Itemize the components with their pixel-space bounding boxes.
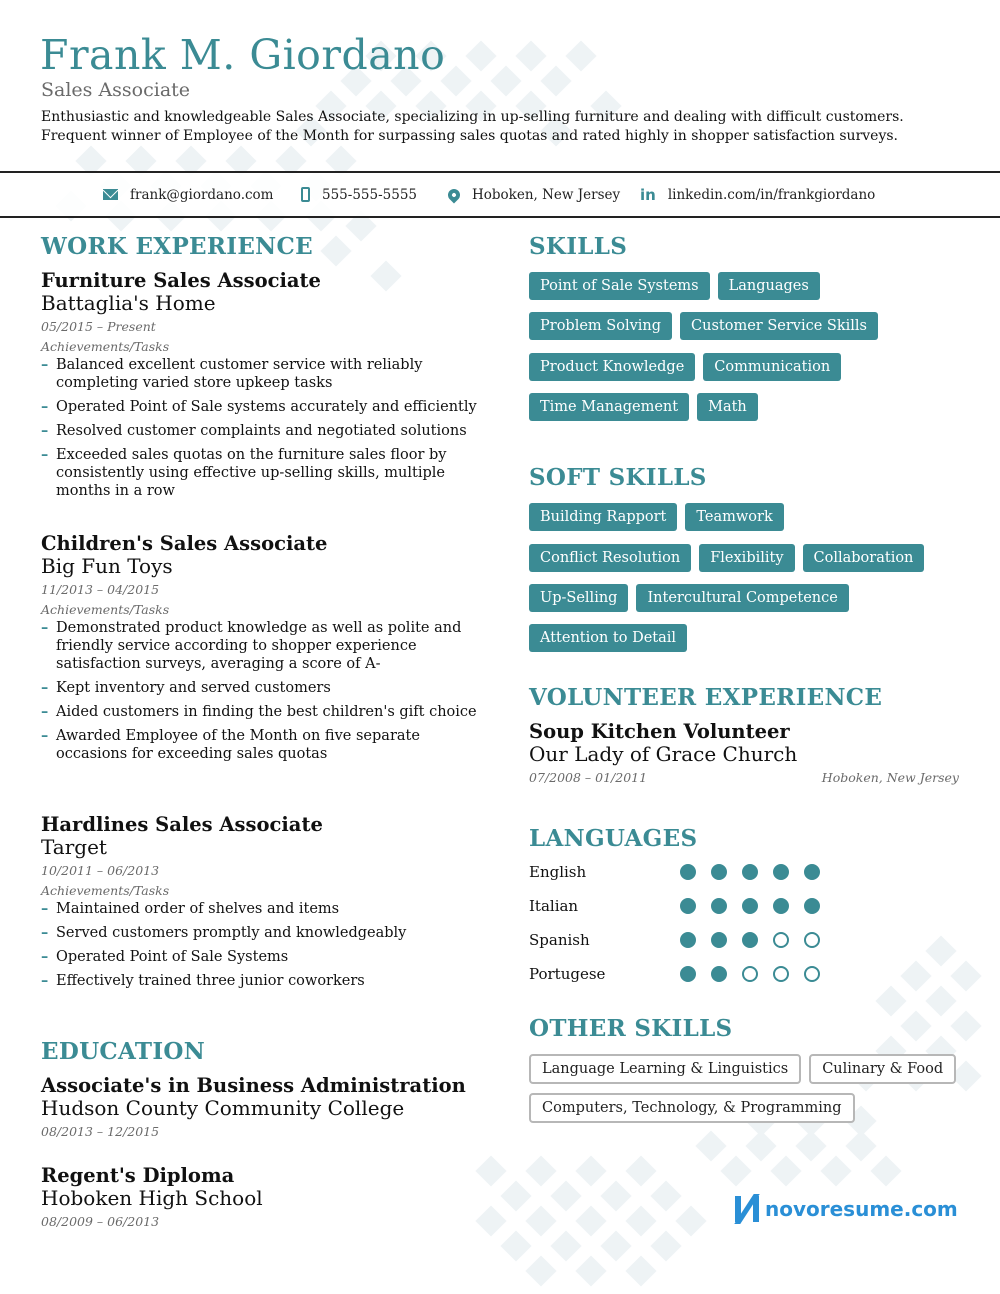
- skill-tag: Customer Service Skills: [680, 312, 878, 340]
- task-item: – Resolved customer complaints and negotiated solutions: [41, 422, 481, 440]
- background-diamond: [675, 1205, 706, 1236]
- skill-tag: Product Knowledge: [529, 353, 695, 381]
- task-item: – Effectively trained three junior coworkers: [41, 972, 481, 990]
- background-diamond: [575, 1255, 606, 1286]
- task-item: – Demonstrated product knowledge as well as polite and friendly service according to shopper experience satisfaction surveys, averaging a score of A-: [41, 619, 481, 673]
- skill-tag: Collaboration: [803, 544, 925, 572]
- task-item: – Aided customers in finding the best children's gift choice: [41, 703, 481, 721]
- education-heading: EDUCATION: [41, 1038, 206, 1065]
- skill-tag: Point of Sale Systems: [529, 272, 710, 300]
- proficiency-dots: [680, 864, 820, 880]
- background-diamond: [770, 1155, 801, 1186]
- filled-dot-icon: [804, 864, 820, 880]
- background-diamond: [525, 1205, 556, 1236]
- degree-title: Regent's Diploma: [41, 1164, 235, 1187]
- language-name: Italian: [529, 897, 579, 915]
- tag-row: [529, 393, 758, 421]
- filled-dot-icon: [742, 864, 758, 880]
- other-skills-heading: OTHER SKILLS: [529, 1015, 733, 1042]
- job-dates: 11/2013 – 04/2015: [41, 582, 160, 597]
- language-row: [529, 963, 829, 985]
- education-dates: 08/2009 – 06/2013: [41, 1214, 160, 1229]
- background-diamond: [575, 1155, 606, 1186]
- skill-tag: Attention to Detail: [529, 624, 687, 652]
- background-diamond: [540, 65, 571, 96]
- linkedin-text: linkedin.com/in/frankgiordano: [667, 186, 876, 203]
- background-diamond: [650, 1180, 681, 1211]
- volunteer-org: Our Lady of Grace Church: [529, 742, 798, 766]
- email-text: frank@giordano.com: [130, 186, 274, 203]
- task-item: – Maintained order of shelves and items: [41, 900, 481, 918]
- task-item: – Operated Point of Sale systems accurately and efficiently: [41, 398, 481, 416]
- job-company: Target: [41, 835, 107, 859]
- background-diamond: [695, 1130, 726, 1161]
- skill-tag: Building Rapport: [529, 503, 677, 531]
- background-diamond: [320, 235, 351, 266]
- background-diamond: [565, 40, 596, 71]
- school-name: Hoboken High School: [41, 1186, 263, 1210]
- contact-bar: [0, 171, 1000, 218]
- background-diamond: [600, 1230, 631, 1261]
- tag-row: [529, 544, 924, 572]
- background-diamond: [550, 1180, 581, 1211]
- volunteer-title: Soup Kitchen Volunteer: [529, 720, 790, 743]
- skill-tag: Languages: [718, 272, 820, 300]
- school-name: Hudson County Community College: [41, 1096, 405, 1120]
- task-item: – Exceeded sales quotas on the furniture sales floor by consistently using effective up-selling skills, multiple months in a row: [41, 446, 481, 500]
- tag-row: [529, 353, 841, 381]
- location-text: Hoboken, New Jersey: [472, 186, 621, 203]
- background-diamond: [820, 1155, 851, 1186]
- skill-tag: Time Management: [529, 393, 689, 421]
- contact-email[interactable]: [103, 173, 273, 216]
- volunteer-heading: VOLUNTEER EXPERIENCE: [529, 684, 883, 711]
- task-list: [41, 619, 481, 763]
- language-row: [529, 861, 829, 883]
- filled-dot-icon: [711, 966, 727, 982]
- background-diamond: [900, 1010, 931, 1041]
- task-item: – Balanced excellent customer service with reliably completing varied store upkeep tasks: [41, 356, 481, 392]
- volunteer-dates: 07/2008 – 01/2011: [529, 770, 648, 785]
- tag-row: [529, 312, 878, 340]
- filled-dot-icon: [711, 898, 727, 914]
- filled-dot-icon: [742, 898, 758, 914]
- job-title: Furniture Sales Associate: [41, 269, 321, 292]
- tag-row: [529, 1054, 956, 1084]
- achievements-label: Achievements/Tasks: [41, 883, 170, 898]
- task-item: – Served customers promptly and knowledgeably: [41, 924, 481, 942]
- job-entry: [41, 269, 481, 506]
- job-company: Big Fun Toys: [41, 554, 173, 578]
- background-diamond: [525, 1155, 556, 1186]
- tag-row: [529, 503, 784, 531]
- filled-dot-icon: [742, 932, 758, 948]
- proficiency-dots: [680, 898, 820, 914]
- job-entry: [41, 532, 481, 769]
- map-pin-icon: [448, 189, 460, 201]
- candidate-title: Sales Associate: [41, 79, 191, 101]
- background-diamond: [950, 1010, 981, 1041]
- degree-title: Associate's in Business Administration: [41, 1074, 466, 1097]
- skill-tag: Culinary & Food: [809, 1054, 956, 1084]
- linkedin-icon: in: [640, 185, 656, 204]
- skills-heading: SKILLS: [529, 233, 628, 260]
- background-diamond: [925, 985, 956, 1016]
- job-entry: [41, 813, 481, 996]
- tag-row: [529, 584, 849, 612]
- tag-row: [529, 624, 687, 652]
- empty-dot-icon: [742, 966, 758, 982]
- language-row: [529, 929, 829, 951]
- background-diamond: [625, 1155, 656, 1186]
- education-dates: 08/2013 – 12/2015: [41, 1124, 160, 1139]
- job-title: Children's Sales Associate: [41, 532, 328, 555]
- work-experience-heading: WORK EXPERIENCE: [41, 233, 313, 260]
- background-diamond: [575, 1205, 606, 1236]
- skill-tag: Up-Selling: [529, 584, 628, 612]
- soft-skills-heading: SOFT SKILLS: [529, 464, 707, 491]
- background-diamond: [490, 65, 521, 96]
- volunteer-entry: [529, 720, 959, 786]
- background-diamond: [465, 40, 496, 71]
- achievements-label: Achievements/Tasks: [41, 339, 170, 354]
- filled-dot-icon: [711, 864, 727, 880]
- skill-tag: Communication: [703, 353, 841, 381]
- summary: Enthusiastic and knowledgeable Sales Associate, specializing in up-selling furniture and dealing with difficult customers. Frequent winner of Employee of the Month for surpassing sales quotas and rated highly in shopper satisfaction surveys.: [41, 109, 904, 144]
- background-diamond: [950, 960, 981, 991]
- proficiency-dots: [680, 966, 820, 982]
- filled-dot-icon: [773, 864, 789, 880]
- task-item: – Operated Point of Sale Systems: [41, 948, 481, 966]
- language-name: Spanish: [529, 931, 590, 949]
- skill-tag: Problem Solving: [529, 312, 672, 340]
- background-diamond: [720, 1155, 751, 1186]
- background-diamond: [525, 1255, 556, 1286]
- job-dates: 05/2015 – Present: [41, 319, 156, 334]
- background-diamond: [650, 1230, 681, 1261]
- achievements-label: Achievements/Tasks: [41, 602, 170, 617]
- skill-tag: Flexibility: [699, 544, 794, 572]
- language-row: [529, 895, 829, 917]
- language-name: Portugese: [529, 965, 606, 983]
- task-list: [41, 900, 481, 990]
- contact-linkedin[interactable]: [640, 173, 875, 216]
- background-diamond: [625, 1205, 656, 1236]
- candidate-name: Frank M. Giordano: [40, 31, 446, 79]
- background-diamond: [875, 985, 906, 1016]
- task-item: – Awarded Employee of the Month on five separate occasions for exceeding sales quotas: [41, 727, 481, 763]
- filled-dot-icon: [804, 898, 820, 914]
- novoresume-n-icon: [735, 1196, 759, 1222]
- empty-dot-icon: [804, 966, 820, 982]
- background-diamond: [870, 1155, 901, 1186]
- logo-text: novoresume.com: [765, 1197, 958, 1221]
- empty-dot-icon: [773, 932, 789, 948]
- volunteer-location: Hoboken, New Jersey: [821, 770, 959, 785]
- contact-location: [448, 173, 620, 216]
- empty-dot-icon: [773, 966, 789, 982]
- proficiency-dots: [680, 932, 820, 948]
- task-list: [41, 356, 481, 500]
- phone-icon: [301, 187, 310, 202]
- filled-dot-icon: [680, 966, 696, 982]
- background-diamond: [900, 960, 931, 991]
- empty-dot-icon: [804, 932, 820, 948]
- skill-tag: Computers, Technology, & Programming: [529, 1093, 855, 1123]
- skill-tag: Math: [697, 393, 758, 421]
- job-dates: 10/2011 – 06/2013: [41, 863, 160, 878]
- background-diamond: [600, 1180, 631, 1211]
- filled-dot-icon: [773, 898, 789, 914]
- skill-tag: Teamwork: [685, 503, 783, 531]
- background-diamond: [515, 40, 546, 71]
- tag-row: [529, 1093, 855, 1123]
- education-entry: [41, 1164, 481, 1230]
- envelope-icon: [103, 189, 118, 200]
- contact-phone[interactable]: [301, 173, 417, 216]
- phone-text: 555-555-5555: [322, 186, 418, 203]
- filled-dot-icon: [711, 932, 727, 948]
- task-item: – Kept inventory and served customers: [41, 679, 481, 697]
- background-diamond: [500, 1230, 531, 1261]
- education-entry: [41, 1074, 481, 1140]
- background-diamond: [625, 1255, 656, 1286]
- skill-tag: Conflict Resolution: [529, 544, 691, 572]
- background-diamond: [500, 1180, 531, 1211]
- filled-dot-icon: [680, 898, 696, 914]
- novoresume-logo[interactable]: [735, 1196, 958, 1222]
- filled-dot-icon: [680, 864, 696, 880]
- languages-heading: LANGUAGES: [529, 825, 698, 852]
- background-diamond: [925, 935, 956, 966]
- skill-tag: Language Learning & Linguistics: [529, 1054, 801, 1084]
- filled-dot-icon: [680, 932, 696, 948]
- tag-row: [529, 272, 820, 300]
- job-company: Battaglia's Home: [41, 291, 216, 315]
- job-title: Hardlines Sales Associate: [41, 813, 323, 836]
- language-name: English: [529, 863, 587, 881]
- skill-tag: Intercultural Competence: [636, 584, 848, 612]
- background-diamond: [550, 1230, 581, 1261]
